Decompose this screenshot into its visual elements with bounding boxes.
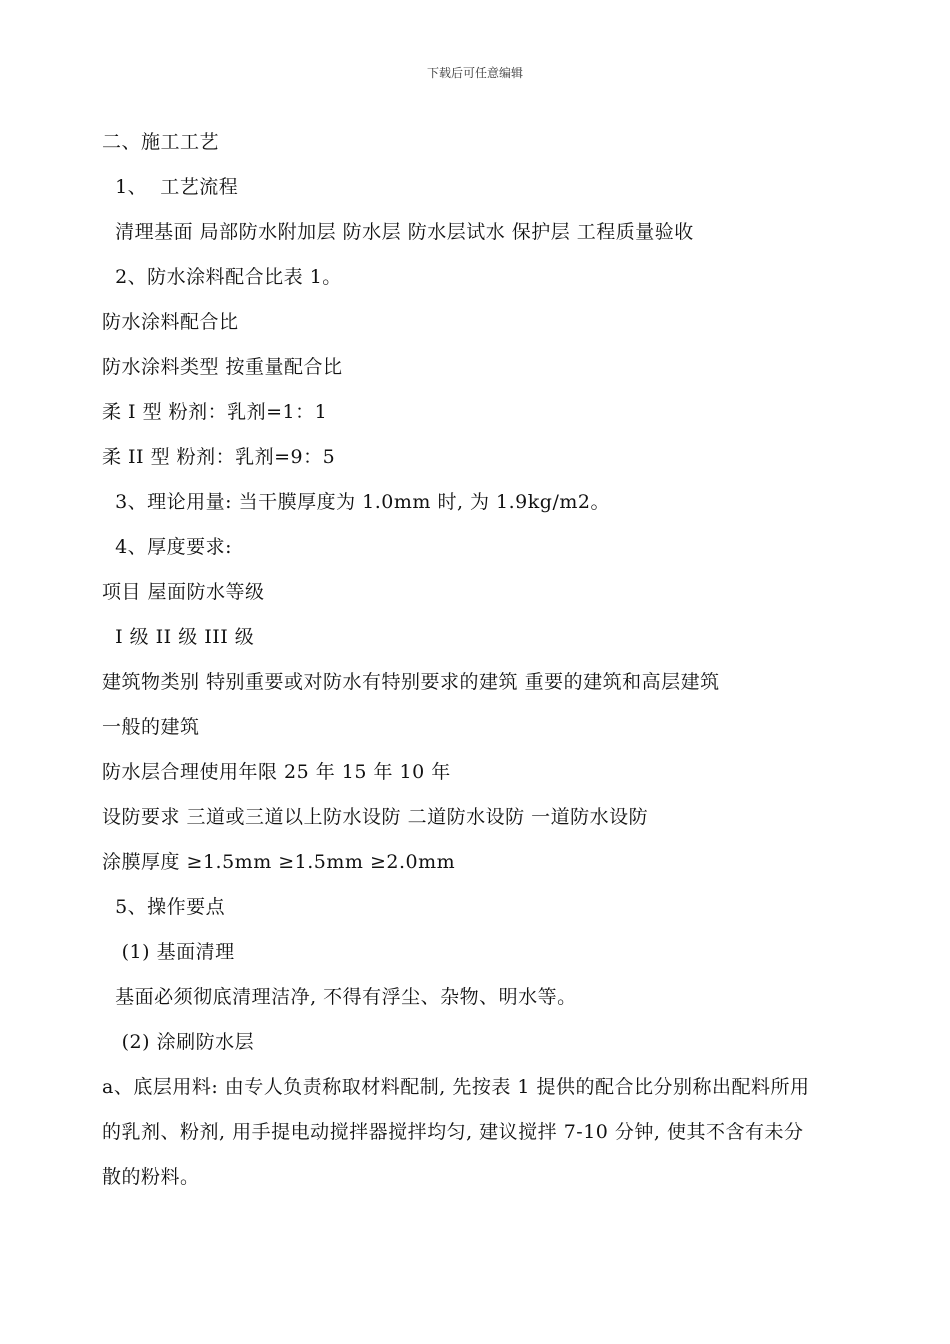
table-row-thickness: 涂膜厚度 ≥1.5mm ≥1.5mm ≥2.0mm	[102, 851, 456, 873]
document-body	[102, 120, 822, 1200]
table-row-building-type: 建筑物类别 特别重要或对防水有特别要求的建筑 重要的建筑和高层建筑	[102, 671, 720, 693]
subheading-mix-ratio: 2、防水涂料配合比表 1。	[102, 266, 342, 288]
page-header: 下载后可任意编辑	[426, 66, 523, 80]
step-coating-text: a、底层用料: 由专人负责称取材料配制, 先按表 1 提供的配合比分别称出配料所用的乳剂、粉剂, 用手提电动搅拌器搅拌均匀, 建议搅拌 7-10 分钟, 使其不含有未分散的粉料。	[102, 1076, 810, 1188]
subheading-thickness: 4、厚度要求:	[102, 536, 233, 558]
table-header-grade: 项目 屋面防水等级	[102, 581, 265, 603]
table-title-mix-ratio: 防水涂料配合比	[102, 311, 239, 333]
step-coating: (2) 涂刷防水层	[102, 1031, 255, 1053]
subheading-usage: 3、理论用量: 当干膜厚度为 1.0mm 时, 为 1.9kg/m2。	[102, 491, 610, 513]
table-row-type-1: 柔 I 型 粉剂：乳剂=1：1	[102, 401, 328, 423]
table-row-service-life: 防水层合理使用年限 25 年 15 年 10 年	[102, 761, 451, 783]
step-base-cleaning: (1) 基面清理	[102, 941, 235, 963]
step-base-cleaning-text: 基面必须彻底清理洁净, 不得有浮尘、杂物、明水等。	[102, 986, 577, 1008]
table-row-grades: I 级 II 级 III 级	[102, 626, 255, 648]
table-header-mix-ratio: 防水涂料类型 按重量配合比	[102, 356, 343, 378]
section-heading: 二、施工工艺	[102, 131, 220, 153]
process-flow-steps: 清理基面 局部防水附加层 防水层 防水层试水 保护层 工程质量验收	[102, 221, 694, 243]
table-row-protection: 设防要求 三道或三道以上防水设防 二道防水设防 一道防水设防	[102, 806, 649, 828]
subheading-process-flow: 1、 工艺流程	[102, 176, 239, 198]
subheading-operation: 5、操作要点	[102, 896, 226, 918]
table-row-type-2: 柔 II 型 粉剂：乳剂=9：5	[102, 446, 336, 468]
table-row-building-type-cont: 一般的建筑	[102, 716, 200, 738]
